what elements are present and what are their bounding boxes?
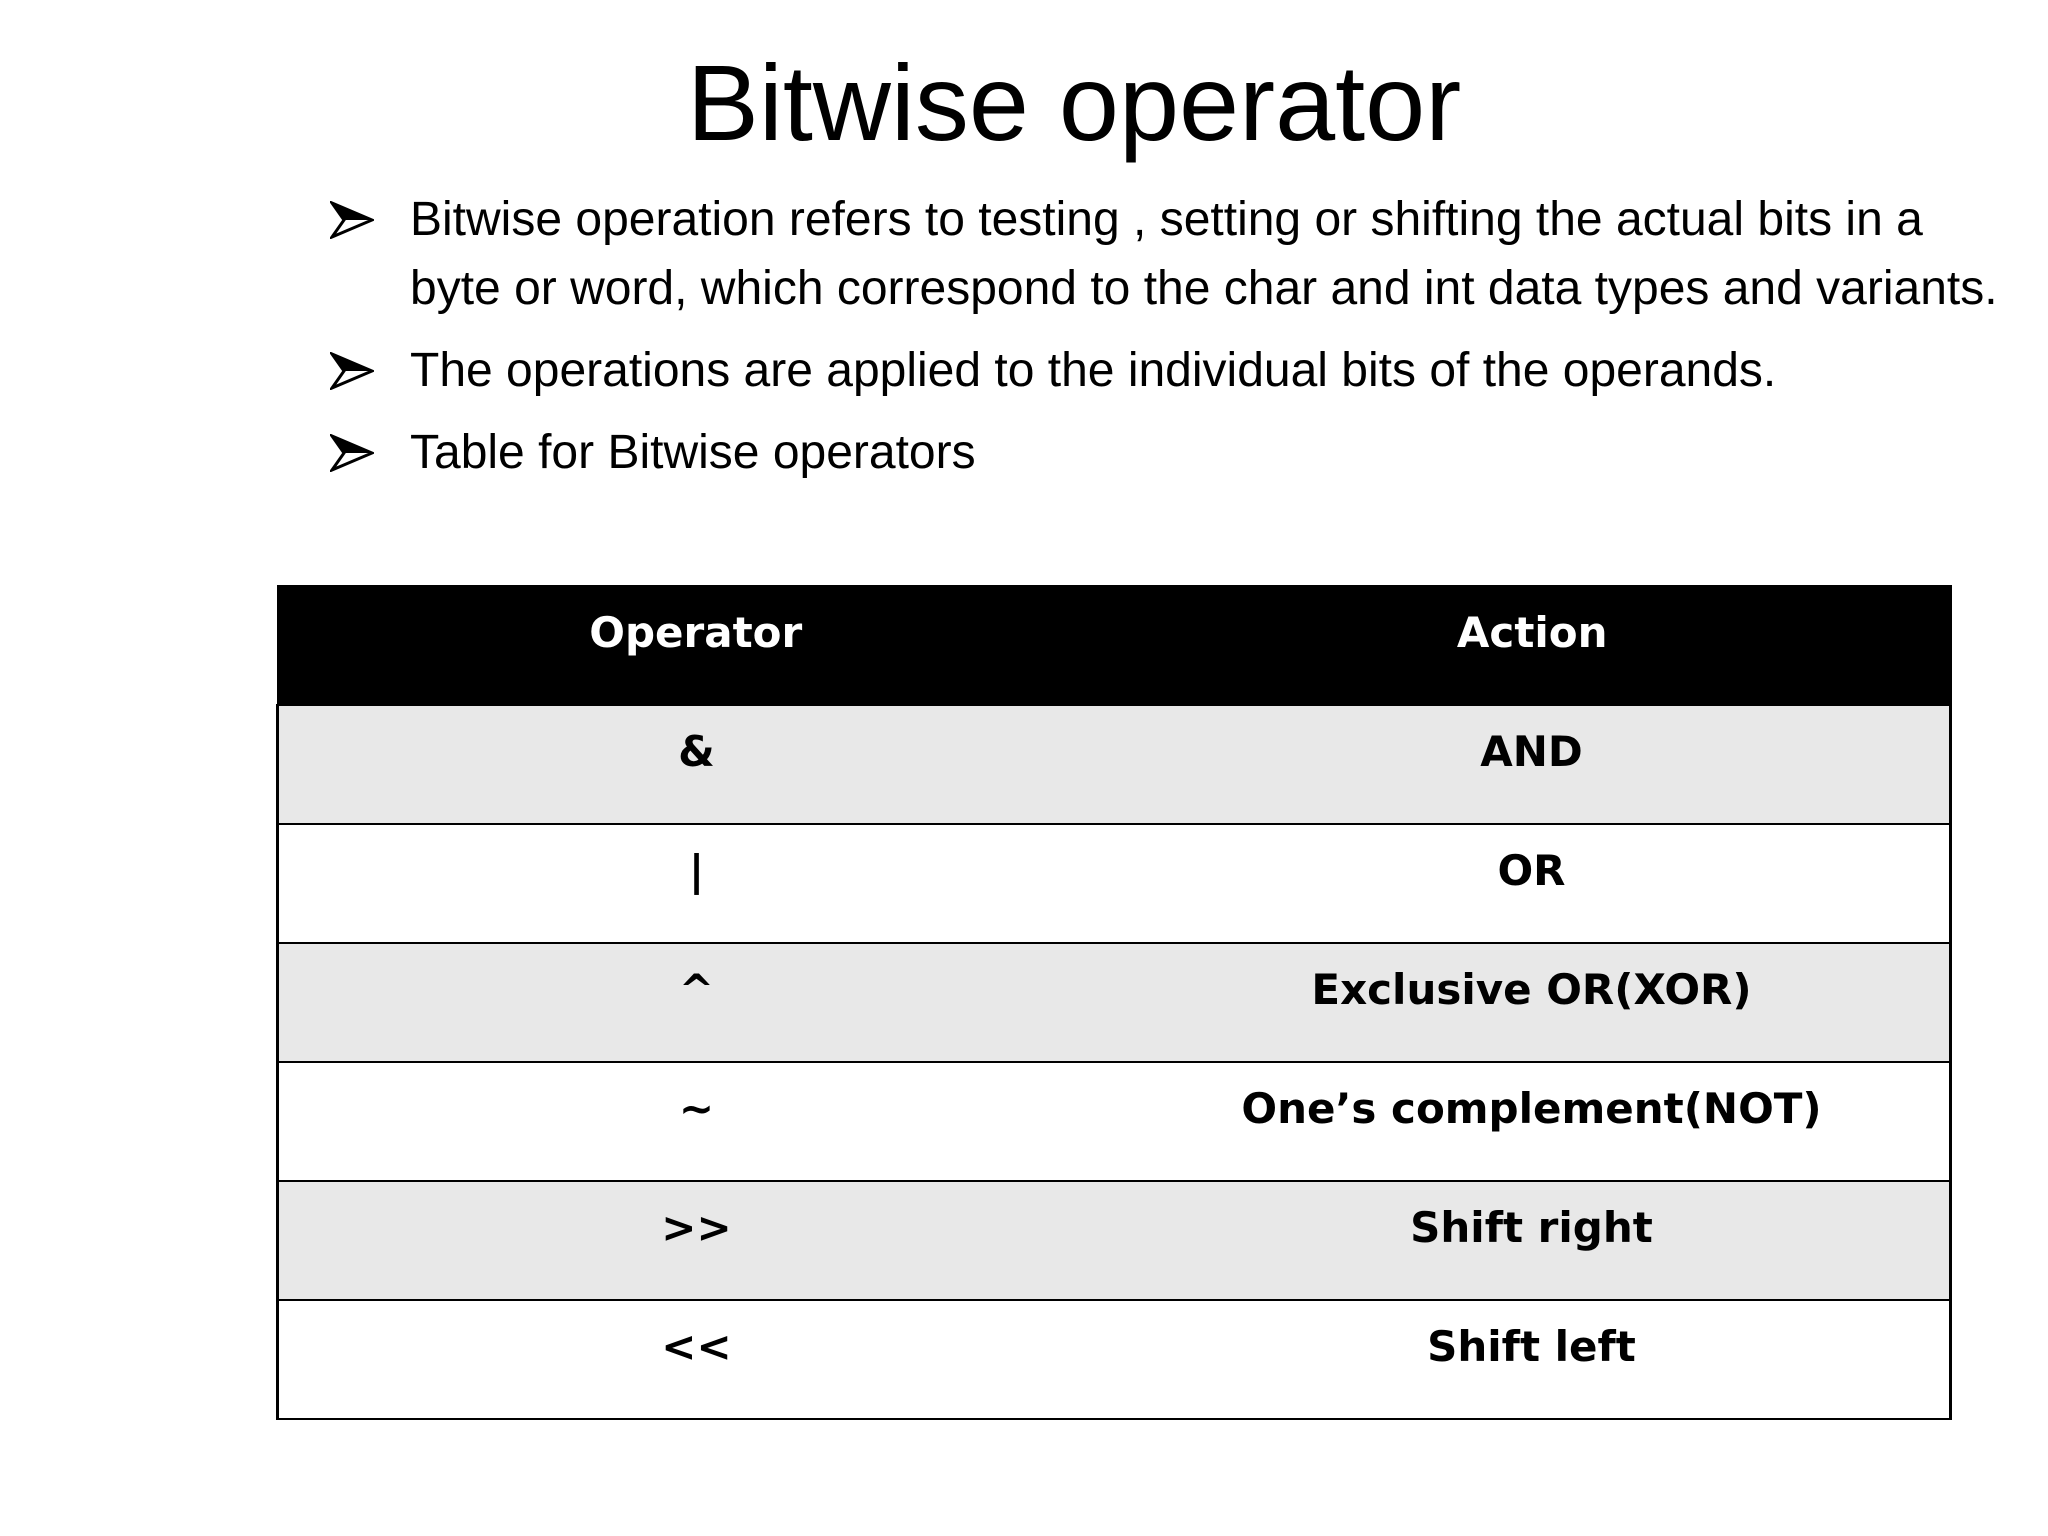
action-cell: AND bbox=[1114, 705, 1951, 824]
arrowhead-bullet-icon bbox=[330, 434, 374, 472]
bullet-item bbox=[330, 418, 2010, 487]
operator-cell: ~ bbox=[278, 1062, 1115, 1181]
table-row bbox=[278, 943, 1951, 1062]
arrowhead-bullet-icon bbox=[330, 201, 374, 239]
action-cell: One’s complement(NOT) bbox=[1114, 1062, 1951, 1181]
action-cell: OR bbox=[1114, 824, 1951, 943]
table-row bbox=[278, 1181, 1951, 1300]
operator-column-header: Operator bbox=[278, 586, 1115, 705]
table-row bbox=[278, 705, 1951, 824]
action-cell: Shift right bbox=[1114, 1181, 1951, 1300]
bullet-item bbox=[330, 185, 2010, 323]
bullet-text: The operations are applied to the individual bits of the operands. bbox=[410, 344, 1777, 397]
table-row bbox=[278, 1062, 1951, 1181]
bullet-text: Table for Bitwise operators bbox=[410, 426, 976, 479]
action-cell: Exclusive OR(XOR) bbox=[1114, 943, 1951, 1062]
action-cell: Shift left bbox=[1114, 1300, 1951, 1419]
operator-cell: | bbox=[278, 824, 1115, 943]
bullet-list bbox=[330, 185, 2010, 487]
action-column-header: Action bbox=[1114, 586, 1951, 705]
table-row bbox=[278, 824, 1951, 943]
operator-cell: ^ bbox=[278, 943, 1115, 1062]
table-header-row bbox=[278, 586, 1951, 705]
operator-cell: >> bbox=[278, 1181, 1115, 1300]
bullet-text: Bitwise operation refers to testing , setting or shifting the actual bits in a byte or word, which correspond to the char and int data types and variants. bbox=[410, 193, 1998, 315]
table-row bbox=[278, 1300, 1951, 1419]
bitwise-operators-table bbox=[276, 585, 1952, 1420]
bullet-item bbox=[330, 336, 2010, 405]
operator-cell: << bbox=[278, 1300, 1115, 1419]
arrowhead-bullet-icon bbox=[330, 352, 374, 390]
slide-title: Bitwise operator bbox=[686, 42, 1462, 163]
operator-cell: & bbox=[278, 705, 1115, 824]
